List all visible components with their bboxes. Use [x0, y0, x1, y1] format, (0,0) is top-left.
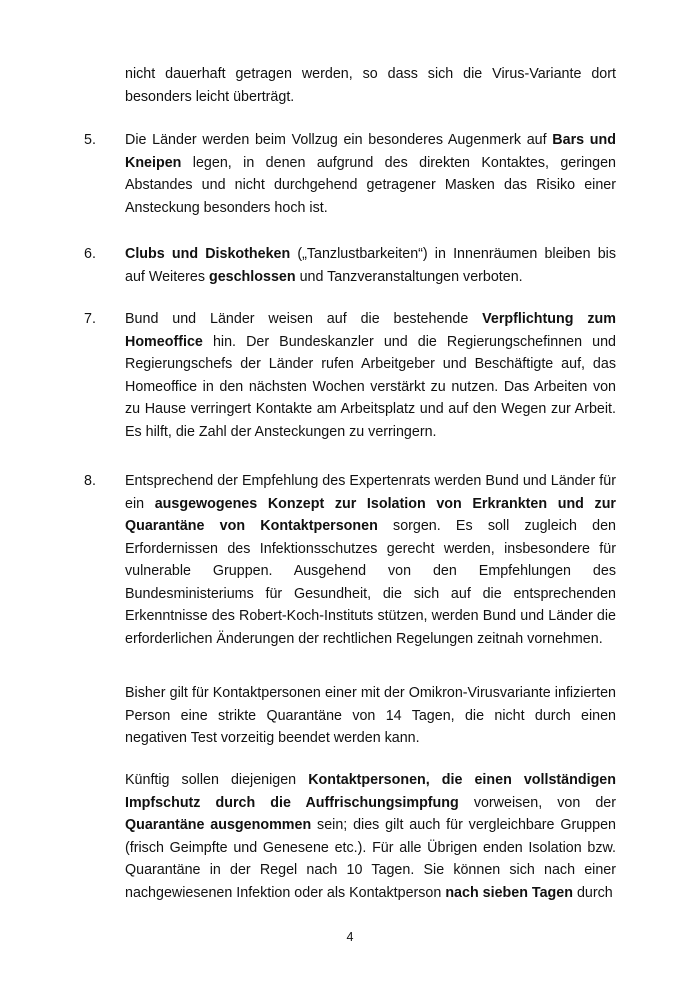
bold-text: Kontaktpersonen, die einen vollständigen Impfschutz durch die Auffrischungsimpfung: [125, 772, 616, 811]
paragraph-text: durch: [572, 884, 613, 901]
paragraph-text: nicht dauerhaft getragen werden, so dass sich die Virus-Variante dort besonders leicht überträgt.: [125, 66, 616, 105]
paragraph-item-8-continued: [125, 682, 616, 750]
bold-text: nach sieben Tagen: [445, 884, 573, 901]
page-number: 4: [346, 930, 354, 944]
paragraph-text: („Tanzlustbarkeiten“) in Innenräumen bleiben bis auf Weiteres: [125, 246, 616, 285]
paragraph-text: Bisher gilt für Kontaktpersonen einer mit der Omikron-Virusvariante infizierten Person eine strikte Quarantäne von 14 Tagen, die nicht durch einen negativen Test vorzeitig beendet werden kann.: [125, 685, 616, 746]
paragraph-text: und Tanzveranstaltungen verboten.: [295, 268, 523, 285]
paragraph-text: Bund und Länder weisen auf die bestehende: [125, 311, 483, 327]
bold-text: Bars und Kneipen: [125, 132, 616, 171]
paragraph-continuation: [125, 63, 616, 108]
paragraph-text: Entsprechend der Empfehlung des Expertenrats werden Bund und Länder für ein: [125, 473, 616, 512]
paragraph-item-7: [125, 308, 616, 443]
paragraph-item-8: [125, 470, 616, 650]
bold-text: Clubs und Diskotheken: [125, 246, 291, 262]
paragraph-text: vorweisen, von der: [458, 794, 616, 811]
item-number-6: 6.: [84, 246, 96, 262]
bold-text: Verpflichtung zum Homeoffice: [125, 311, 616, 350]
paragraph-text: Die Länder werden beim Vollzug ein besonderes Augenmerk auf: [125, 132, 553, 148]
item-number-5: 5.: [84, 132, 96, 148]
bold-text: ausgewogenes Konzept zur Isolation von Erkrankten und zur Quarantäne von Kontaktpersonen: [125, 495, 616, 534]
paragraph-text: sorgen. Es soll zugleich den Erfordernissen des Infektionsschutzes gerecht werden, insbesondere für vulnerable Gruppen. Ausgehend von den Empfehlungen des Bundesministeriums für Gesundheit, die sich auf die entsprechenden Erkenntnisse des Robert-Koch-Instituts stützen, werden Bund und Länder die erforderlichen Änderungen der rechtlichen Regelungen zeitnah vornehmen.: [125, 518, 616, 647]
paragraph-text: hin. Der Bundeskanzler und die Regierungschefinnen und Regierungschefs der Länder rufen Arbeitgeber und Beschäftigte auf, das Homeoffice in den nächsten Wochen verstärkt zu nutzen. Das Arbeiten von zu Hause verringert Kontakte am Arbeitsplatz und auf den Wegen zur Arbeit. Es hilft, die Zahl der Ansteckungen zu verringern.: [125, 333, 616, 440]
paragraph-text: Künftig sollen diejenigen: [125, 772, 309, 788]
item-number-7: 7.: [84, 311, 96, 327]
bold-text: geschlossen: [208, 268, 296, 285]
bold-text: Quarantäne ausgenommen: [125, 817, 312, 833]
paragraph-item-5: [125, 129, 616, 219]
paragraph-item-8-rules: [125, 769, 616, 904]
paragraph-text: legen, in denen aufgrund des direkten Kontaktes, geringen Abstandes und nicht durchgehend getragener Masken das Risiko einer Ansteckung besonders hoch ist.: [125, 154, 616, 216]
paragraph-item-6: [125, 243, 616, 288]
item-number-8: 8.: [84, 473, 96, 489]
paragraph-text: sein; dies gilt auch für vergleichbare Gruppen (frisch Geimpfte und Genesene etc.). Für alle Übrigen enden Isolation bzw. Quarantäne in der Regel nach 10 Tagen. Sie können sich nach einer nachgewiesenen Infektion oder als Kontaktperson: [125, 817, 616, 901]
